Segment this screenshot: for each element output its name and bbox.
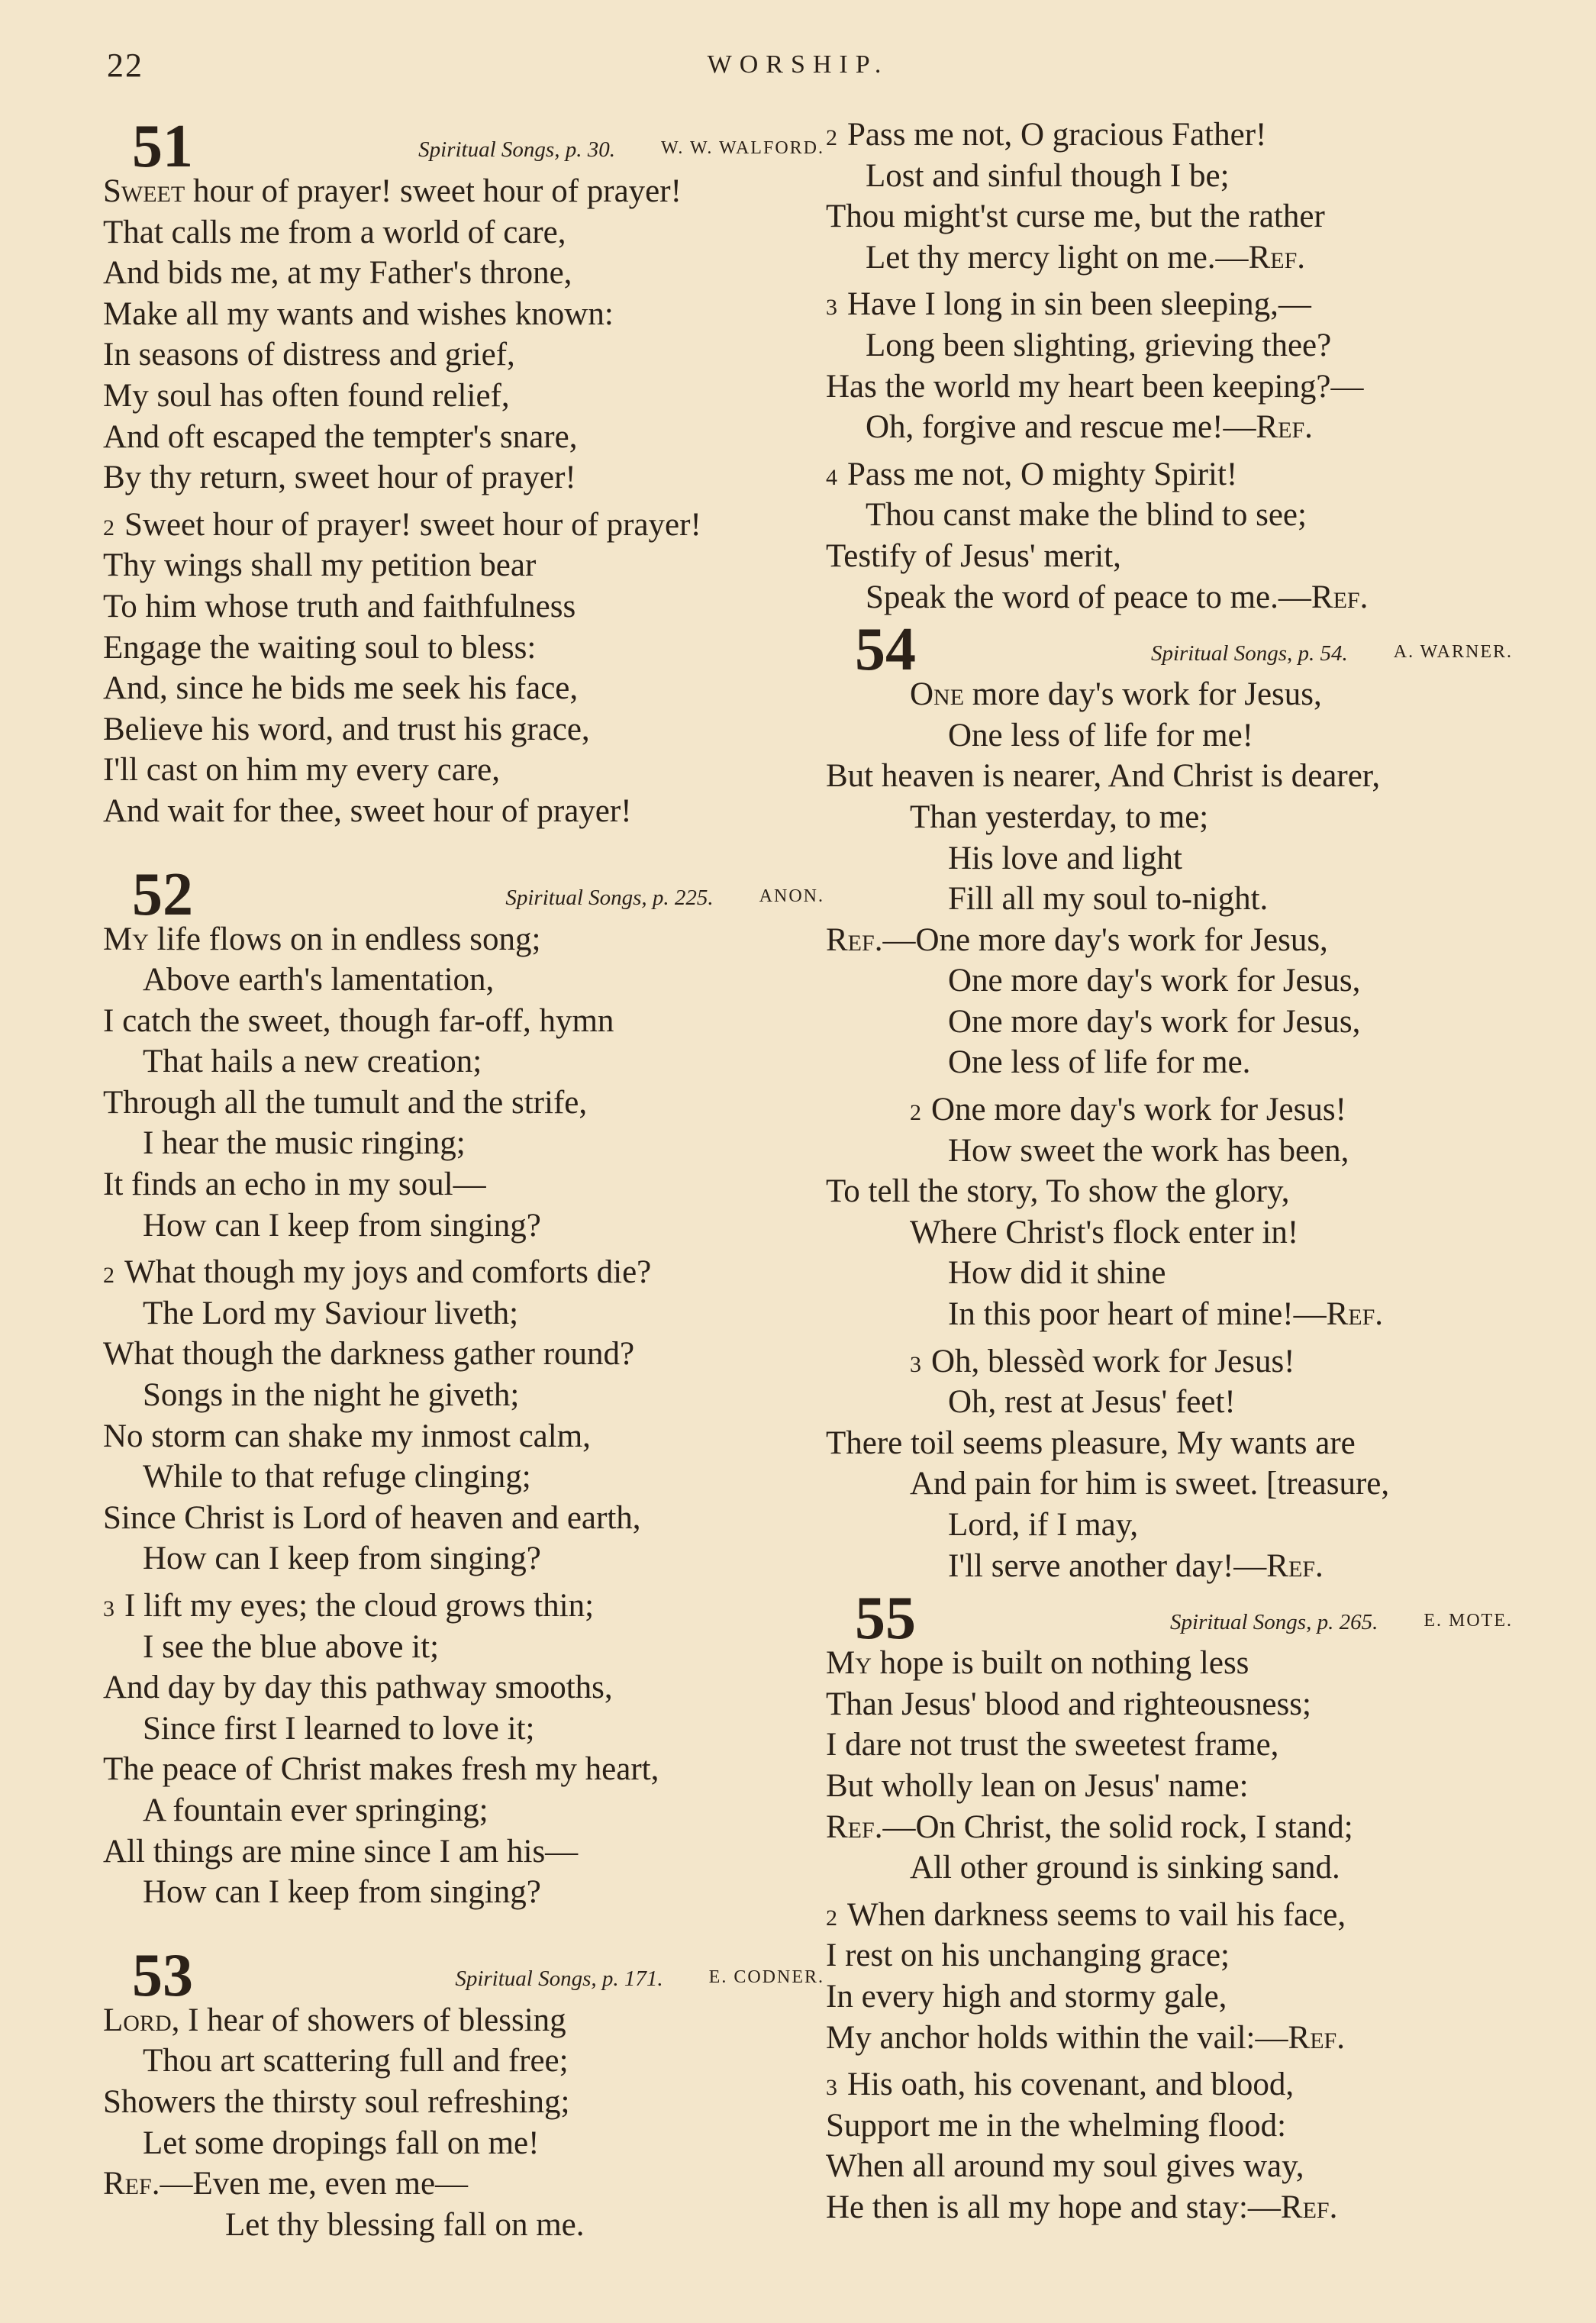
verse-line: My anchor holds within the vail:—Ref. — [826, 2019, 1345, 2056]
hymn-author: E. CODNER. — [708, 1967, 824, 1988]
hymn-54 — [826, 618, 1513, 1586]
verse-line: Engage the waiting soul to bless: — [103, 629, 537, 666]
verse-line: 2 When darkness seems to vail his face, — [826, 1895, 1513, 1936]
verse-line: One more day's work for Jesus, — [910, 676, 1322, 713]
verse-line: And wait for thee, sweet hour of prayer! — [103, 792, 632, 829]
verse-number: 3 — [826, 295, 837, 321]
verse-line: Than Jesus' blood and righteousness; — [826, 1686, 1311, 1722]
verse-line: How did it shine — [948, 1255, 1166, 1292]
hymn-number: 53 — [132, 1941, 193, 2009]
hymn-author: E. MOTE. — [1424, 1610, 1513, 1631]
verse-line: 3 I lift my eyes; the cloud grows thin; — [103, 1586, 824, 1627]
verse-line: I hear the music ringing; — [143, 1125, 466, 1162]
hymn-51 — [103, 115, 824, 832]
verse-line: I rest on his unchanging grace; — [826, 1937, 1230, 1974]
verse-line: In seasons of distress and grief, — [103, 337, 515, 373]
verse-line: 2 Pass me not, O gracious Father! — [826, 115, 1513, 156]
verse-line: One less of life for me! — [948, 717, 1253, 753]
verse-line: In every high and stormy gale, — [826, 1978, 1227, 2015]
verse-line: When all around my soul gives way, — [826, 2148, 1304, 2185]
hymn-number: 51 — [132, 113, 193, 180]
verse-line: 4 Pass me not, O mighty Spirit! — [826, 454, 1513, 495]
verse-number: 2 — [826, 125, 837, 150]
verse-line: And, since he bids me seek his face, — [103, 670, 579, 707]
verse-line: A fountain ever springing; — [143, 1792, 488, 1828]
hymn-author: A. WARNER. — [1393, 641, 1513, 662]
page-header — [107, 46, 1489, 92]
verse-number: 2 — [103, 1263, 114, 1289]
right-column — [826, 115, 1513, 2228]
verse-line: My life flows on in endless song; — [103, 921, 541, 957]
verse-line: And bids me, at my Father's throne, — [103, 255, 572, 292]
verse-line: Lord, I hear of showers of blessing — [103, 2002, 566, 2038]
verse-line: And pain for him is sweet. [treasure, — [910, 1466, 1390, 1502]
verse-line: That calls me from a world of care, — [103, 214, 566, 250]
verse-line: Songs in the night he giveth; — [143, 1377, 520, 1414]
hymn-52 — [103, 860, 824, 1913]
verse-number: 2 — [826, 1905, 837, 1931]
verse-line: My soul has often found relief, — [103, 377, 510, 414]
verse-line: Testify of Jesus' merit, — [826, 537, 1121, 574]
verse-line: Thou art scattering full and free; — [143, 2043, 569, 2079]
verse-number: 2 — [103, 515, 114, 540]
verse-line: Make all my wants and wishes known: — [103, 295, 614, 332]
verse-line: I dare not trust the sweetest frame, — [826, 1727, 1279, 1763]
verse-line: His love and light — [948, 840, 1182, 876]
verse-line: I'll serve another day!—Ref. — [948, 1547, 1324, 1584]
verse-line: That hails a new creation; — [143, 1044, 482, 1080]
verse-line: And day by day this pathway smooths, — [103, 1670, 613, 1706]
verse-line: 2 What though my joys and comforts die? — [103, 1252, 824, 1293]
verse-line: Long been slighting, grieving thee? — [866, 327, 1332, 363]
hymn-53 — [103, 1941, 824, 2246]
hymn-heading — [103, 1941, 824, 2009]
verse-line: How sweet the work has been, — [948, 1132, 1349, 1169]
hymn-author: W. W. WALFORD. — [660, 138, 824, 159]
verse-line: Oh, forgive and rescue me!—Ref. — [866, 409, 1313, 446]
verse-line: How can I keep from singing? — [143, 1207, 541, 1244]
hymn-source: Spiritual Songs, p. 225. — [505, 885, 714, 910]
verse-line: Has the world my heart been keeping?— — [826, 368, 1364, 405]
verse-line: Let some dropings fall on me! — [143, 2125, 540, 2161]
verse-number: 3 — [826, 2075, 837, 2101]
verse-line: Where Christ's flock enter in! — [910, 1214, 1299, 1250]
verse-line: Lord, if I may, — [948, 1507, 1139, 1543]
verse-line: To him whose truth and faithfulness — [103, 588, 576, 624]
hymn-heading — [103, 860, 824, 928]
left-column — [103, 115, 824, 2245]
verse-line: Thou canst make the blind to see; — [866, 497, 1307, 534]
refrain-line: Ref.—On Christ, the solid rock, I stand; — [826, 1808, 1353, 1845]
verse-line: But wholly lean on Jesus' name: — [826, 1767, 1249, 1804]
verse-line: Since first I learned to love it; — [143, 1710, 535, 1747]
hymn-number: 52 — [132, 860, 193, 928]
verse-line: Than yesterday, to me; — [910, 799, 1209, 835]
verse-line: How can I keep from singing? — [143, 1874, 541, 1911]
refrain-line: One more day's work for Jesus, — [948, 1003, 1361, 1040]
verse-line: Through all the tumult and the strife, — [103, 1084, 588, 1121]
verse-line: Believe his word, and trust his grace, — [103, 711, 590, 747]
verse-line: To tell the story, To show the glory, — [826, 1173, 1290, 1210]
hymn-author: ANON. — [759, 886, 824, 906]
verse-line: But heaven is nearer, And Christ is dearer, — [826, 758, 1381, 795]
refrain-line: All other ground is sinking sand. — [910, 1850, 1340, 1886]
verse-line: The Lord my Saviour liveth; — [143, 1295, 519, 1331]
verse-line: 2 One more day's work for Jesus! — [826, 1089, 1513, 1131]
verse-line: 2 Sweet hour of prayer! sweet hour of prayer! — [103, 505, 824, 546]
hymn-number: 55 — [855, 1585, 916, 1653]
verse-number: 4 — [826, 464, 837, 490]
refrain-line: Let thy blessing fall on me. — [225, 2206, 585, 2243]
hymn-heading — [103, 113, 824, 180]
verse-line: Above earth's lamentation, — [143, 962, 495, 999]
verse-line: Thy wings shall my petition bear — [103, 547, 537, 584]
hymn-heading — [826, 1585, 1513, 1653]
verse-line: All things are mine since I am his— — [103, 1833, 579, 1870]
verse-line: I see the blue above it; — [143, 1628, 440, 1665]
verse-line: And oft escaped the tempter's snare, — [103, 418, 578, 455]
verse-line: He then is all my hope and stay:—Ref. — [826, 2189, 1338, 2225]
running-title: WORSHIP. — [707, 50, 889, 79]
verse-line: In this poor heart of mine!—Ref. — [948, 1296, 1384, 1333]
refrain-line: Ref.—Even me, even me— — [103, 2166, 469, 2202]
verse-line: I catch the sweet, though far-off, hymn — [103, 1002, 614, 1039]
verse-number: 3 — [103, 1596, 114, 1621]
verse-line: Showers the thirsty soul refreshing; — [103, 2083, 570, 2120]
verse-line: My hope is built on nothing less — [826, 1645, 1249, 1682]
verse-line: How can I keep from singing? — [143, 1541, 541, 1577]
verse-line: There toil seems pleasure, My wants are — [826, 1424, 1356, 1461]
verse-line: Speak the word of peace to me.—Ref. — [866, 579, 1369, 615]
verse-line: Oh, rest at Jesus' feet! — [948, 1384, 1236, 1421]
verse-line: Fill all my soul to-night. — [948, 881, 1269, 918]
refrain-line: One more day's work for Jesus, — [948, 963, 1361, 999]
verse-line: Since Christ is Lord of heaven and earth, — [103, 1499, 641, 1536]
page-number: 22 — [107, 47, 143, 84]
verse-line: Sweet hour of prayer! sweet hour of prayer! — [103, 173, 682, 209]
hymn-55 — [826, 1586, 1513, 2228]
verse-number: 3 — [910, 1351, 921, 1377]
hymn-source: Spiritual Songs, p. 265. — [1170, 1609, 1378, 1634]
hymn-source: Spiritual Songs, p. 30. — [418, 137, 615, 163]
verse-line: While to that refuge clinging; — [143, 1459, 531, 1495]
verse-number: 2 — [910, 1100, 921, 1126]
hymn-source: Spiritual Songs, p. 171. — [455, 1966, 663, 1992]
verse-line: Support me in the whelming flood: — [826, 2107, 1287, 2144]
verse-line: By thy return, sweet hour of prayer! — [103, 460, 576, 496]
verse-line: Lost and sinful though I be; — [866, 157, 1230, 194]
hymn-53-continued — [826, 115, 1513, 618]
hymn-heading — [826, 616, 1513, 684]
verse-line: What though the darkness gather round? — [103, 1336, 635, 1373]
refrain-line: One less of life for me. — [948, 1044, 1251, 1081]
verse-line: The peace of Christ makes fresh my heart, — [103, 1751, 659, 1788]
verse-line: No storm can shake my inmost calm, — [103, 1418, 591, 1454]
verse-line: 3 His oath, his covenant, and blood, — [826, 2064, 1513, 2105]
verse-line: Thou might'st curse me, but the rather — [826, 198, 1325, 235]
refrain-line: Ref.—One more day's work for Jesus, — [826, 921, 1328, 958]
hymn-source: Spiritual Songs, p. 54. — [1150, 640, 1348, 666]
verse-line: It finds an echo in my soul— — [103, 1166, 486, 1203]
verse-line: 3 Oh, blessèd work for Jesus! — [826, 1341, 1513, 1383]
verse-line: I'll cast on him my every care, — [103, 752, 500, 789]
verse-line: 3 Have I long in sin been sleeping,— — [826, 284, 1513, 325]
hymn-number: 54 — [855, 616, 916, 684]
verse-line: Let thy mercy light on me.—Ref. — [866, 239, 1306, 276]
